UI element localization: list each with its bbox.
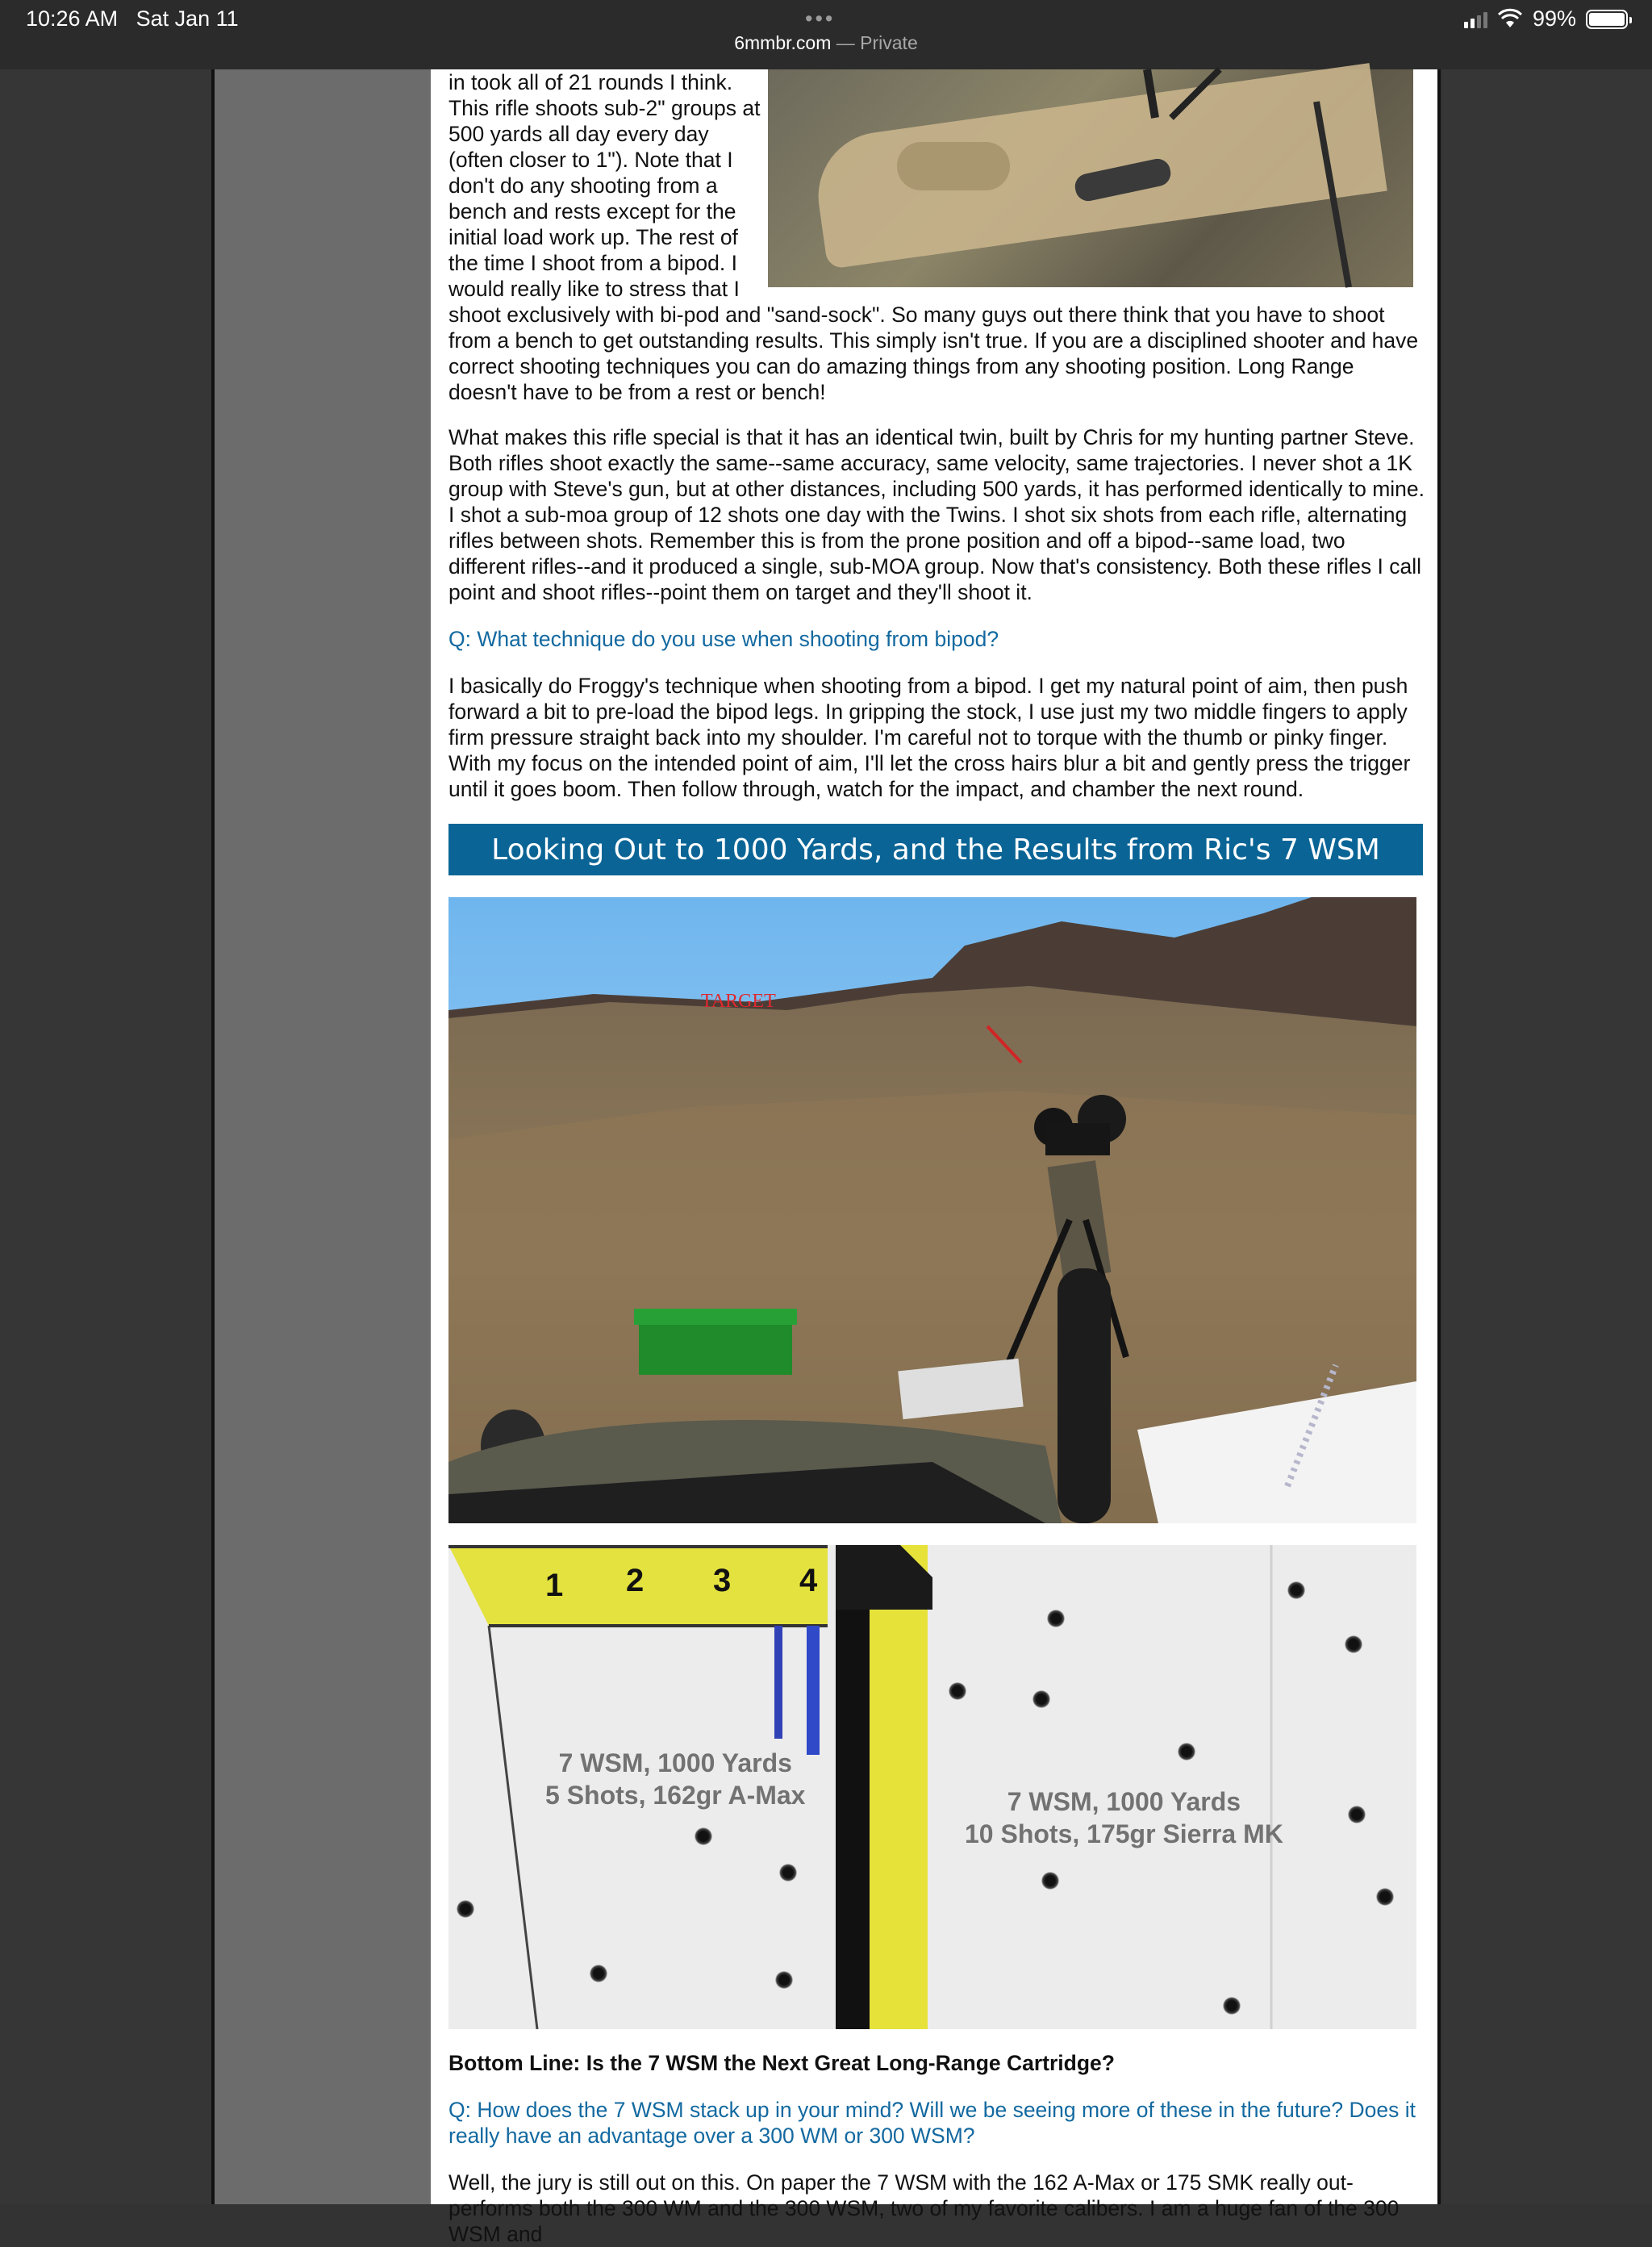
page-margin-right — [1442, 69, 1652, 2204]
bullet-hole — [1041, 1872, 1059, 1890]
page-margin-left — [0, 69, 211, 2204]
left-group-label: 7 WSM, 1000 Yards 5 Shots, 162gr A-Max — [545, 1748, 806, 1810]
bullet-hole — [1223, 1997, 1241, 2015]
bullet-hole — [1178, 1743, 1195, 1760]
wifi-icon — [1497, 10, 1523, 29]
intro-paragraph-rest: shoot exclusively with bi-pod and "sand-sock". So many guys out there think that you have to shoot from a bench to get outstanding results. This simply isn't true. If you are a disciplined shooter and have correct shooting techniques you can do amazing things from any shooting position. Long Range doesn't have to be from a rest or bench! — [448, 303, 1419, 404]
site-sidebar — [215, 69, 431, 2204]
rifle-1000-yard-photo — [448, 897, 1416, 1523]
bullet-hole — [775, 1971, 793, 1989]
section-heading-banner: Looking Out to 1000 Yards, and the Results from Ric's 7 WSM — [448, 824, 1423, 875]
battery-percent: 99% — [1532, 6, 1576, 31]
status-indicators — [1464, 6, 1628, 31]
groups-at-1000-yards-photo — [448, 1545, 1416, 2029]
bullet-hole — [590, 1965, 607, 1982]
tape-mark-1: 1 — [545, 1568, 564, 1603]
multitasking-dots-icon[interactable]: ••• — [805, 6, 836, 31]
bottom-line-heading: Bottom Line: Is the 7 WSM the Next Great Long-Range Cartridge? — [448, 2051, 1115, 2075]
status-time: 10:26 AM Sat Jan 11 — [26, 6, 239, 31]
battery-icon — [1586, 10, 1628, 29]
bullet-hole — [1047, 1610, 1065, 1627]
question-bipod-technique: Q: What technique do you use when shooting from bipod? — [448, 627, 999, 651]
browser-top-bar — [0, 0, 1652, 69]
bullet-hole — [1376, 1888, 1394, 1906]
tape-mark-2: 2 — [626, 1563, 645, 1598]
bullet-hole — [1032, 1690, 1050, 1708]
page-border-right — [1437, 69, 1441, 2204]
bullet-hole — [457, 1900, 474, 1918]
article-content — [431, 69, 1437, 2246]
question-7wsm-future: Q: How does the 7 WSM stack up in your mind? Will we be seeing more of these in the future? Does it really have an advantage over a 300 WM or 300 WSM? — [448, 2098, 1416, 2148]
rifle-stock-photo — [768, 69, 1413, 287]
bullet-hole — [1348, 1806, 1366, 1823]
private-mode-label: Private — [860, 32, 918, 53]
bullet-hole — [779, 1864, 797, 1882]
bullet-hole — [1287, 1581, 1305, 1599]
bullet-hole — [1345, 1635, 1362, 1653]
cellular-signal-icon — [1464, 10, 1487, 28]
address-domain: 6mmbr.com — [734, 32, 832, 53]
address-separator: — — [831, 32, 861, 53]
tape-mark-3: 3 — [713, 1563, 732, 1598]
answer-bipod-technique: I basically do Froggy's technique when shooting from a bipod. I get my natural point of aim, then push forward a bit to pre-load the bipod legs. In gripping the stock, I use just my two middle fingers to apply firm pressure straight back into my shoulder. I'm careful not to torque with the thumb or pinky finger. With my focus on the intended point of aim, I'll let the cross hairs blur a bit and gently press the trigger until it goes boom. Then follow through, watch for the impact, and chamber the next round. — [448, 674, 1411, 801]
intro-wrapped-lines: in took all of 21 rounds I think. This rifle shoots sub-2" groups at 500 yards all day every day (often closer to 1"). Note that I don't do any shooting from a bench and rests except for the initial load work up. The rest of the time I shoot from a bipod. I would really like to stress that I — [448, 70, 761, 301]
address-bar[interactable] — [0, 32, 1652, 54]
tape-mark-4: 4 — [799, 1563, 818, 1598]
right-group-label: 7 WSM, 1000 Yards 10 Shots, 175gr Sierra MK — [965, 1787, 1283, 1848]
bullet-hole — [695, 1827, 712, 1845]
paragraph-twin-rifles: What makes this rifle special is that it has an identical twin, built by Chris for my hunting partner Steve. Both rifles shoot exactly the same--same accuracy, same velocity, same trajectories. I never shot a 1K group with Steve's gun, but at other distances, including 500 yards, it has performed identically to mine. I shot a sub-moa group of 12 shots one day with the Twins. I shot six shots from each rifle, alternating rifles between shots. Remember this is from the prone position and off a bipod--same load, two different rifles--and it produced a single, sub-MOA group. Now that's consistency. Both these rifles I call point and shoot rifles--point them on target and they'll shoot it. — [448, 425, 1425, 604]
answer-7wsm-future: Well, the jury is still out on this. On paper the 7 WSM with the 162 A-Max or 175 SMK really out-performs both the 300 WM and the 300 WSM, two of my favorite calibers. I am a huge fan of the 300 WSM and — [448, 2170, 1400, 2246]
target-label: TARGET — [701, 991, 776, 1012]
bullet-hole — [949, 1682, 966, 1700]
